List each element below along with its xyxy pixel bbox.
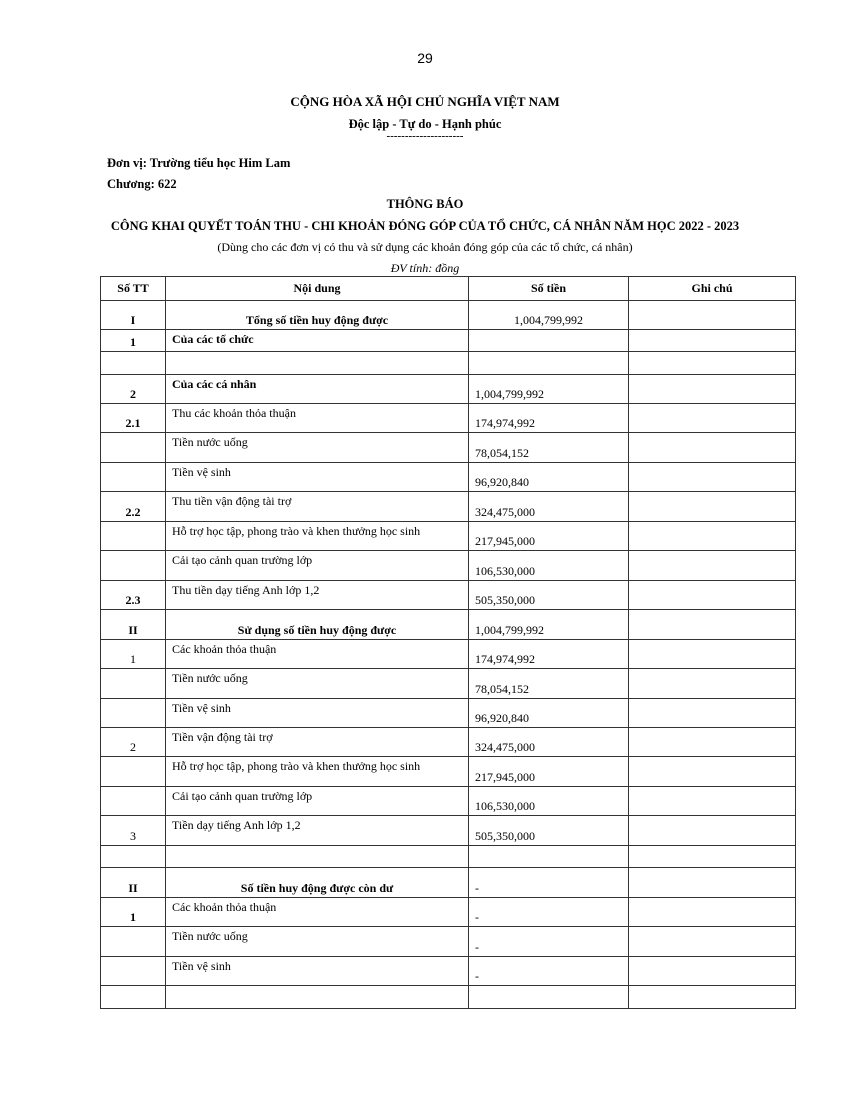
row-note — [629, 492, 796, 522]
row-note — [629, 640, 796, 669]
row-amount: - — [469, 927, 629, 957]
row-amount — [469, 846, 629, 868]
page-number: 29 — [417, 50, 433, 66]
row-content: Tiền nước uống — [166, 433, 469, 463]
row-number — [101, 699, 166, 728]
row-number — [101, 669, 166, 699]
table-header-row — [101, 277, 796, 301]
row-amount: 505,350,000 — [469, 816, 629, 846]
table-row — [101, 492, 796, 522]
row-content — [166, 846, 469, 868]
row-content: Tiền nước uống — [166, 927, 469, 957]
row-note — [629, 301, 796, 330]
header-content: Nội dung — [166, 277, 469, 301]
row-content: Các khoản thỏa thuận — [166, 898, 469, 927]
table-row — [101, 986, 796, 1009]
country-heading: CỘNG HÒA XÃ HỘI CHỦ NGHĨA VIỆT NAM — [290, 94, 560, 109]
row-amount: 217,945,000 — [469, 522, 629, 551]
row-amount: 78,054,152 — [469, 433, 629, 463]
table-row — [101, 669, 796, 699]
row-note — [629, 522, 796, 551]
table-row — [101, 330, 796, 352]
row-content: Của các cá nhân — [166, 375, 469, 404]
row-note — [629, 669, 796, 699]
row-note — [629, 728, 796, 757]
table-row — [101, 846, 796, 868]
row-content — [166, 352, 469, 375]
row-note — [629, 787, 796, 816]
row-content: Tiền vận động tài trợ — [166, 728, 469, 757]
row-note — [629, 610, 796, 640]
notice-note: (Dùng cho các đơn vị có thu và sử dụng các khoản đóng góp của các tổ chức, cá nhân) — [217, 240, 633, 254]
row-number — [101, 957, 166, 986]
row-amount: 217,945,000 — [469, 757, 629, 787]
row-amount: 106,530,000 — [469, 551, 629, 581]
row-content: Tiền dạy tiếng Anh lớp 1,2 — [166, 816, 469, 846]
row-number: 3 — [101, 816, 166, 846]
table-row — [101, 757, 796, 787]
table-row — [101, 640, 796, 669]
row-number — [101, 433, 166, 463]
row-number — [101, 757, 166, 787]
row-amount: - — [469, 898, 629, 927]
row-note — [629, 957, 796, 986]
row-amount: 505,350,000 — [469, 581, 629, 610]
row-content: Thu tiền dạy tiếng Anh lớp 1,2 — [166, 581, 469, 610]
row-number: 1 — [101, 330, 166, 352]
row-content: Sử dụng số tiền huy động được — [166, 610, 469, 640]
row-note — [629, 551, 796, 581]
table-row — [101, 404, 796, 433]
row-number: 2 — [101, 375, 166, 404]
row-number — [101, 463, 166, 492]
row-content: Tiền vệ sinh — [166, 699, 469, 728]
table-row — [101, 463, 796, 492]
row-number: 2.1 — [101, 404, 166, 433]
row-number: 1 — [101, 898, 166, 927]
row-number: II — [101, 868, 166, 898]
row-number: 2.3 — [101, 581, 166, 610]
row-note — [629, 846, 796, 868]
row-content: Tiền vệ sinh — [166, 463, 469, 492]
row-amount: 174,974,992 — [469, 404, 629, 433]
row-amount: 324,475,000 — [469, 492, 629, 522]
table-row — [101, 927, 796, 957]
row-amount: 1,004,799,992 — [469, 375, 629, 404]
row-number — [101, 522, 166, 551]
row-number: 1 — [101, 640, 166, 669]
row-amount: - — [469, 957, 629, 986]
row-note — [629, 816, 796, 846]
row-amount: 78,054,152 — [469, 669, 629, 699]
header-amount: Số tiền — [469, 277, 629, 301]
row-number: II — [101, 610, 166, 640]
row-content: Số tiền huy động được còn dư — [166, 868, 469, 898]
row-number: 2 — [101, 728, 166, 757]
row-amount: 1,004,799,992 — [469, 610, 629, 640]
notice-title: THÔNG BÁO — [386, 197, 464, 211]
row-content — [166, 986, 469, 1009]
row-note — [629, 330, 796, 352]
row-number: I — [101, 301, 166, 330]
unit-label: Đơn vị: Trường tiểu học Him Lam — [107, 156, 291, 170]
row-content: Tiền vệ sinh — [166, 957, 469, 986]
row-number — [101, 787, 166, 816]
row-content: Cải tạo cảnh quan trường lớp — [166, 551, 469, 581]
row-amount: 96,920,840 — [469, 463, 629, 492]
row-note — [629, 404, 796, 433]
row-amount — [469, 330, 629, 352]
table-row — [101, 957, 796, 986]
currency-unit: ĐV tính: đồng — [390, 261, 460, 275]
row-amount — [469, 986, 629, 1009]
row-amount: 1,004,799,992 — [469, 301, 629, 330]
row-note — [629, 699, 796, 728]
table-row — [101, 699, 796, 728]
row-amount — [469, 352, 629, 375]
row-content: Tiền nước uống — [166, 669, 469, 699]
row-content: Hỗ trợ học tập, phong trào và khen thưởng học sinh — [166, 757, 469, 787]
row-number: 2.2 — [101, 492, 166, 522]
table-row — [101, 728, 796, 757]
row-number — [101, 551, 166, 581]
row-note — [629, 352, 796, 375]
table-row — [101, 610, 796, 640]
table-row — [101, 551, 796, 581]
separator: --------------------- — [386, 130, 464, 142]
row-content: Của các tổ chức — [166, 330, 469, 352]
row-note — [629, 986, 796, 1009]
table-row — [101, 868, 796, 898]
table-row — [101, 375, 796, 404]
row-amount: 174,974,992 — [469, 640, 629, 669]
row-amount: 96,920,840 — [469, 699, 629, 728]
row-content: Tổng số tiền huy động được — [166, 301, 469, 330]
table-row — [101, 433, 796, 463]
row-content: Các khoản thỏa thuận — [166, 640, 469, 669]
row-content: Cải tạo cảnh quan trường lớp — [166, 787, 469, 816]
settlement-table — [100, 276, 796, 1009]
table-row — [101, 581, 796, 610]
motto: Độc lập - Tự do - Hạnh phúc — [348, 117, 502, 131]
header-note: Ghi chú — [629, 277, 796, 301]
row-amount: 324,475,000 — [469, 728, 629, 757]
notice-subtitle: CÔNG KHAI QUYẾT TOÁN THU - CHI KHOẢN ĐÓNG GÓP CỦA TỔ CHỨC, CÁ NHÂN NĂM HỌC 2022 - 2023 — [110, 219, 740, 233]
table-row — [101, 787, 796, 816]
row-number — [101, 352, 166, 375]
row-amount: - — [469, 868, 629, 898]
row-number — [101, 927, 166, 957]
table-row — [101, 522, 796, 551]
row-note — [629, 463, 796, 492]
row-note — [629, 868, 796, 898]
table-row — [101, 898, 796, 927]
header-no: Số TT — [101, 277, 166, 301]
row-content: Hỗ trợ học tập, phong trào và khen thưởng học sinh — [166, 522, 469, 551]
row-content: Thu các khoản thỏa thuận — [166, 404, 469, 433]
table-row — [101, 816, 796, 846]
row-note — [629, 898, 796, 927]
row-note — [629, 433, 796, 463]
table-row — [101, 301, 796, 330]
row-amount: 106,530,000 — [469, 787, 629, 816]
row-note — [629, 757, 796, 787]
row-number — [101, 846, 166, 868]
chapter-label: Chương: 622 — [107, 177, 177, 191]
table-row — [101, 352, 796, 375]
row-note — [629, 375, 796, 404]
row-content: Thu tiền vận động tài trợ — [166, 492, 469, 522]
row-note — [629, 581, 796, 610]
row-number — [101, 986, 166, 1009]
row-note — [629, 927, 796, 957]
